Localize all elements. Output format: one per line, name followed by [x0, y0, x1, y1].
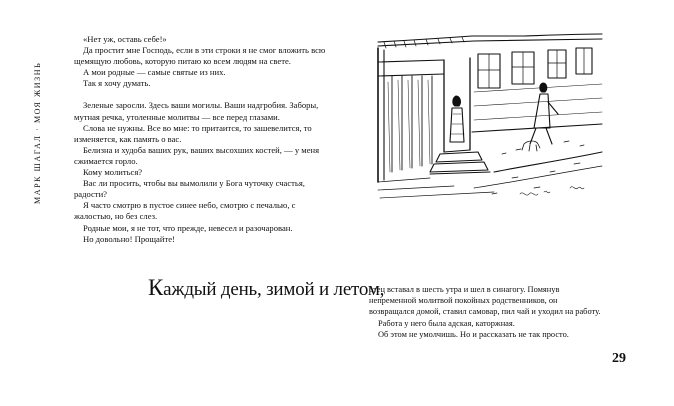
paragraph: Об этом не умолчишь. Но и рассказать не так просто. [378, 329, 569, 339]
paragraph: Я часто смотрю в пустое синее небо, смотрю с печалью, с жалостью, но без слез. [74, 200, 296, 222]
right-text-column [369, 284, 601, 340]
paragraph: А мои родные — самые святые из них. [83, 67, 226, 78]
chapter-opening-line [148, 275, 384, 301]
paragraph: Да простит мне Господь, если в эти строки я не смог вложить всю щемящую любовь, которую питаю ко всем людям на свете. [74, 45, 326, 67]
street-house-illustration [374, 32, 604, 204]
left-text-column [74, 34, 332, 245]
paragraph-gap [74, 89, 332, 100]
paragraph: Работа у него была адская, каторжная. [378, 318, 515, 328]
chapter-opening-text: аждый день, зимой и летом, [163, 279, 385, 300]
page-number: 29 [612, 351, 626, 366]
paragraph: Кому молиться? [83, 167, 143, 178]
paragraph: «Нет уж, оставь себе!» [83, 34, 167, 44]
paragraph: отец вставал в шесть утра и шел в синагогу. Помянув непременной молитвой покойных родственников, он возвращался домой, ставил самовар, пил чай и уходил на работу. [369, 285, 601, 317]
paragraph: Зеленые заросли. Здесь ваши могилы. Ваши надгробия. Заборы, мутная речка, утоленные молитвы — все перед глазами. [74, 100, 319, 122]
paragraph: Родные мои, я не тот, что прежде, невесел и разочарован. [83, 222, 293, 233]
paragraph: Но довольно! Прощайте! [83, 233, 175, 244]
paragraph: Слова не нужны. Все во мне: то притаится, то зашевелится, то изменяется, как память о вас. [74, 122, 312, 144]
running-title: МАРК ШАГАЛ · МОЯ ЖИЗНЬ [33, 61, 42, 205]
paragraph: Вас ли просить, чтобы вы вымолили у Бога чуточку счастья, радости? [74, 178, 305, 200]
chapter-initial: К [148, 275, 164, 300]
paragraph: Белизна и худоба ваших рук, ваших высохших костей, — у меня сжимается горло. [74, 144, 320, 166]
paragraph: Так я хочу думать. [83, 78, 151, 89]
